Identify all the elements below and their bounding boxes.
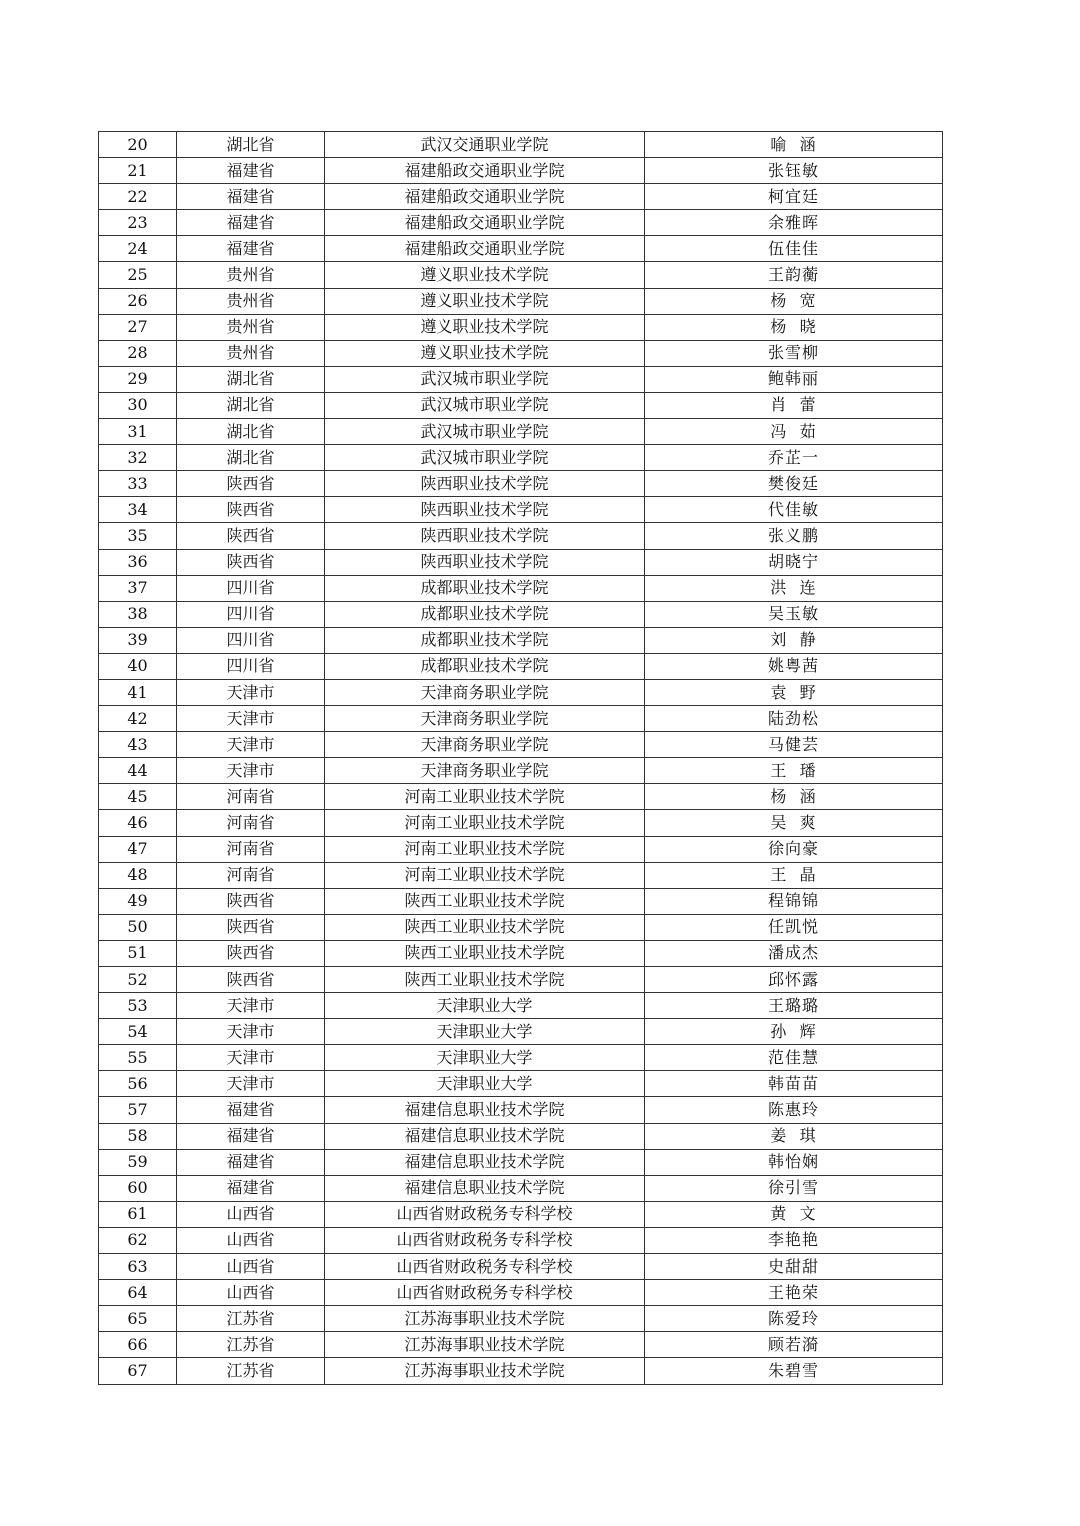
school-cell: 山西省财政税务专科学校 <box>325 1254 645 1280</box>
row-number-cell: 34 <box>99 497 177 523</box>
student-name-cell: 张雪柳 <box>645 340 943 366</box>
table-row <box>99 1201 943 1227</box>
student-name-cell: 胡晓宁 <box>645 549 943 575</box>
table-row <box>99 967 943 993</box>
school-cell: 成都职业技术学院 <box>325 575 645 601</box>
row-number-cell: 57 <box>99 1097 177 1123</box>
student-name-cell: 杨 宽 <box>645 288 943 314</box>
student-name-cell: 余雅晖 <box>645 210 943 236</box>
province-cell: 湖北省 <box>177 392 325 418</box>
student-name-cell: 韩怡娴 <box>645 1149 943 1175</box>
school-cell: 遵义职业技术学院 <box>325 288 645 314</box>
row-number-cell: 52 <box>99 967 177 993</box>
roster-table <box>98 131 943 1385</box>
province-cell: 天津市 <box>177 1045 325 1071</box>
school-cell: 福建信息职业技术学院 <box>325 1175 645 1201</box>
school-cell: 福建船政交通职业学院 <box>325 210 645 236</box>
school-cell: 遵义职业技术学院 <box>325 262 645 288</box>
student-name-cell: 陆劲松 <box>645 706 943 732</box>
row-number-cell: 58 <box>99 1123 177 1149</box>
student-name-cell: 樊俊廷 <box>645 471 943 497</box>
school-cell: 武汉城市职业学院 <box>325 445 645 471</box>
table-row <box>99 627 943 653</box>
row-number-cell: 31 <box>99 419 177 445</box>
province-cell: 四川省 <box>177 627 325 653</box>
table-row <box>99 1045 943 1071</box>
row-number-cell: 29 <box>99 366 177 392</box>
student-name-cell: 马健芸 <box>645 732 943 758</box>
student-name-cell: 吴玉敏 <box>645 601 943 627</box>
table-row <box>99 1097 943 1123</box>
roster-table-body <box>99 132 943 1385</box>
row-number-cell: 50 <box>99 914 177 940</box>
row-number-cell: 33 <box>99 471 177 497</box>
school-cell: 河南工业职业技术学院 <box>325 862 645 888</box>
student-name-cell: 姜 琪 <box>645 1123 943 1149</box>
province-cell: 天津市 <box>177 758 325 784</box>
province-cell: 福建省 <box>177 184 325 210</box>
table-row <box>99 340 943 366</box>
school-cell: 天津商务职业学院 <box>325 679 645 705</box>
table-row <box>99 1254 943 1280</box>
school-cell: 天津职业大学 <box>325 1045 645 1071</box>
province-cell: 湖北省 <box>177 132 325 158</box>
row-number-cell: 27 <box>99 314 177 340</box>
province-cell: 江苏省 <box>177 1332 325 1358</box>
student-name-cell: 代佳敏 <box>645 497 943 523</box>
province-cell: 湖北省 <box>177 366 325 392</box>
student-name-cell: 张钰敏 <box>645 158 943 184</box>
row-number-cell: 28 <box>99 340 177 366</box>
province-cell: 山西省 <box>177 1254 325 1280</box>
school-cell: 陕西工业职业技术学院 <box>325 888 645 914</box>
table-row <box>99 836 943 862</box>
school-cell: 陕西工业职业技术学院 <box>325 967 645 993</box>
row-number-cell: 64 <box>99 1280 177 1306</box>
table-row <box>99 1175 943 1201</box>
school-cell: 天津商务职业学院 <box>325 706 645 732</box>
province-cell: 天津市 <box>177 993 325 1019</box>
student-name-cell: 喻 涵 <box>645 132 943 158</box>
school-cell: 福建信息职业技术学院 <box>325 1123 645 1149</box>
province-cell: 江苏省 <box>177 1306 325 1332</box>
row-number-cell: 60 <box>99 1175 177 1201</box>
row-number-cell: 23 <box>99 210 177 236</box>
row-number-cell: 35 <box>99 523 177 549</box>
table-row <box>99 184 943 210</box>
table-row <box>99 810 943 836</box>
school-cell: 江苏海事职业技术学院 <box>325 1358 645 1384</box>
province-cell: 四川省 <box>177 575 325 601</box>
province-cell: 山西省 <box>177 1201 325 1227</box>
school-cell: 成都职业技术学院 <box>325 601 645 627</box>
row-number-cell: 53 <box>99 993 177 1019</box>
student-name-cell: 柯宜廷 <box>645 184 943 210</box>
row-number-cell: 54 <box>99 1019 177 1045</box>
table-row <box>99 575 943 601</box>
row-number-cell: 20 <box>99 132 177 158</box>
student-name-cell: 王璐璐 <box>645 993 943 1019</box>
row-number-cell: 38 <box>99 601 177 627</box>
row-number-cell: 49 <box>99 888 177 914</box>
province-cell: 湖北省 <box>177 419 325 445</box>
row-number-cell: 30 <box>99 392 177 418</box>
province-cell: 陕西省 <box>177 523 325 549</box>
row-number-cell: 22 <box>99 184 177 210</box>
table-row <box>99 419 943 445</box>
student-name-cell: 肖 蕾 <box>645 392 943 418</box>
table-row <box>99 1306 943 1332</box>
table-row <box>99 132 943 158</box>
school-cell: 福建信息职业技术学院 <box>325 1097 645 1123</box>
row-number-cell: 59 <box>99 1149 177 1175</box>
table-row <box>99 601 943 627</box>
row-number-cell: 56 <box>99 1071 177 1097</box>
table-row <box>99 549 943 575</box>
province-cell: 福建省 <box>177 1149 325 1175</box>
row-number-cell: 55 <box>99 1045 177 1071</box>
province-cell: 天津市 <box>177 679 325 705</box>
province-cell: 河南省 <box>177 784 325 810</box>
school-cell: 武汉交通职业学院 <box>325 132 645 158</box>
school-cell: 天津职业大学 <box>325 1071 645 1097</box>
table-row <box>99 392 943 418</box>
school-cell: 江苏海事职业技术学院 <box>325 1306 645 1332</box>
school-cell: 陕西工业职业技术学院 <box>325 914 645 940</box>
province-cell: 陕西省 <box>177 549 325 575</box>
province-cell: 贵州省 <box>177 262 325 288</box>
school-cell: 成都职业技术学院 <box>325 627 645 653</box>
student-name-cell: 伍佳佳 <box>645 236 943 262</box>
student-name-cell: 杨 涵 <box>645 784 943 810</box>
table-row <box>99 758 943 784</box>
province-cell: 天津市 <box>177 1019 325 1045</box>
row-number-cell: 65 <box>99 1306 177 1332</box>
table-row <box>99 706 943 732</box>
school-cell: 河南工业职业技术学院 <box>325 810 645 836</box>
student-name-cell: 王艳荣 <box>645 1280 943 1306</box>
table-row <box>99 262 943 288</box>
student-name-cell: 邱怀露 <box>645 967 943 993</box>
table-row <box>99 314 943 340</box>
school-cell: 天津商务职业学院 <box>325 732 645 758</box>
row-number-cell: 24 <box>99 236 177 262</box>
student-name-cell: 王 璠 <box>645 758 943 784</box>
table-row <box>99 993 943 1019</box>
table-row <box>99 679 943 705</box>
school-cell: 山西省财政税务专科学校 <box>325 1201 645 1227</box>
school-cell: 河南工业职业技术学院 <box>325 784 645 810</box>
table-row <box>99 158 943 184</box>
province-cell: 陕西省 <box>177 497 325 523</box>
province-cell: 四川省 <box>177 601 325 627</box>
student-name-cell: 范佳慧 <box>645 1045 943 1071</box>
province-cell: 陕西省 <box>177 940 325 966</box>
province-cell: 天津市 <box>177 1071 325 1097</box>
row-number-cell: 46 <box>99 810 177 836</box>
row-number-cell: 36 <box>99 549 177 575</box>
table-row <box>99 862 943 888</box>
school-cell: 遵义职业技术学院 <box>325 340 645 366</box>
school-cell: 陕西工业职业技术学院 <box>325 940 645 966</box>
row-number-cell: 66 <box>99 1332 177 1358</box>
school-cell: 江苏海事职业技术学院 <box>325 1332 645 1358</box>
table-row <box>99 653 943 679</box>
table-row <box>99 523 943 549</box>
student-name-cell: 袁 野 <box>645 679 943 705</box>
school-cell: 陕西职业技术学院 <box>325 497 645 523</box>
row-number-cell: 26 <box>99 288 177 314</box>
table-row <box>99 1332 943 1358</box>
table-row <box>99 784 943 810</box>
row-number-cell: 63 <box>99 1254 177 1280</box>
province-cell: 山西省 <box>177 1280 325 1306</box>
table-row <box>99 888 943 914</box>
table-row <box>99 732 943 758</box>
table-row <box>99 1071 943 1097</box>
province-cell: 天津市 <box>177 732 325 758</box>
table-row <box>99 1280 943 1306</box>
student-name-cell: 李艳艳 <box>645 1227 943 1253</box>
school-cell: 山西省财政税务专科学校 <box>325 1280 645 1306</box>
province-cell: 福建省 <box>177 158 325 184</box>
table-row <box>99 497 943 523</box>
student-name-cell: 朱碧雪 <box>645 1358 943 1384</box>
school-cell: 福建信息职业技术学院 <box>325 1149 645 1175</box>
student-name-cell: 韩苗苗 <box>645 1071 943 1097</box>
student-name-cell: 徐向豪 <box>645 836 943 862</box>
row-number-cell: 45 <box>99 784 177 810</box>
province-cell: 福建省 <box>177 1123 325 1149</box>
student-name-cell: 程锦锦 <box>645 888 943 914</box>
province-cell: 贵州省 <box>177 340 325 366</box>
school-cell: 天津商务职业学院 <box>325 758 645 784</box>
province-cell: 湖北省 <box>177 445 325 471</box>
school-cell: 武汉城市职业学院 <box>325 419 645 445</box>
table-row <box>99 288 943 314</box>
province-cell: 陕西省 <box>177 914 325 940</box>
school-cell: 陕西职业技术学院 <box>325 523 645 549</box>
table-row <box>99 1019 943 1045</box>
student-name-cell: 孙 辉 <box>645 1019 943 1045</box>
row-number-cell: 21 <box>99 158 177 184</box>
table-row <box>99 1227 943 1253</box>
school-cell: 天津职业大学 <box>325 1019 645 1045</box>
student-name-cell: 刘 静 <box>645 627 943 653</box>
school-cell: 遵义职业技术学院 <box>325 314 645 340</box>
student-name-cell: 史甜甜 <box>645 1254 943 1280</box>
row-number-cell: 48 <box>99 862 177 888</box>
school-cell: 河南工业职业技术学院 <box>325 836 645 862</box>
student-name-cell: 王 晶 <box>645 862 943 888</box>
table-row <box>99 366 943 392</box>
table-row <box>99 445 943 471</box>
province-cell: 天津市 <box>177 706 325 732</box>
row-number-cell: 61 <box>99 1201 177 1227</box>
province-cell: 贵州省 <box>177 314 325 340</box>
province-cell: 福建省 <box>177 210 325 236</box>
row-number-cell: 39 <box>99 627 177 653</box>
table-row <box>99 940 943 966</box>
school-cell: 陕西职业技术学院 <box>325 549 645 575</box>
province-cell: 贵州省 <box>177 288 325 314</box>
row-number-cell: 42 <box>99 706 177 732</box>
student-name-cell: 吴 爽 <box>645 810 943 836</box>
student-name-cell: 张义鹏 <box>645 523 943 549</box>
table-row <box>99 914 943 940</box>
school-cell: 成都职业技术学院 <box>325 653 645 679</box>
row-number-cell: 37 <box>99 575 177 601</box>
school-cell: 山西省财政税务专科学校 <box>325 1227 645 1253</box>
student-name-cell: 乔芷一 <box>645 445 943 471</box>
row-number-cell: 44 <box>99 758 177 784</box>
student-name-cell: 姚粤茜 <box>645 653 943 679</box>
province-cell: 四川省 <box>177 653 325 679</box>
row-number-cell: 62 <box>99 1227 177 1253</box>
province-cell: 陕西省 <box>177 471 325 497</box>
row-number-cell: 43 <box>99 732 177 758</box>
row-number-cell: 47 <box>99 836 177 862</box>
row-number-cell: 40 <box>99 653 177 679</box>
province-cell: 河南省 <box>177 862 325 888</box>
province-cell: 陕西省 <box>177 888 325 914</box>
school-cell: 福建船政交通职业学院 <box>325 158 645 184</box>
province-cell: 福建省 <box>177 236 325 262</box>
student-name-cell: 徐引雪 <box>645 1175 943 1201</box>
school-cell: 武汉城市职业学院 <box>325 366 645 392</box>
row-number-cell: 51 <box>99 940 177 966</box>
student-name-cell: 冯 茹 <box>645 419 943 445</box>
school-cell: 天津职业大学 <box>325 993 645 1019</box>
table-row <box>99 210 943 236</box>
student-name-cell: 任凯悦 <box>645 914 943 940</box>
student-name-cell: 顾若漪 <box>645 1332 943 1358</box>
table-row <box>99 236 943 262</box>
table-row <box>99 471 943 497</box>
student-name-cell: 陈惠玲 <box>645 1097 943 1123</box>
table-row <box>99 1358 943 1384</box>
table-row <box>99 1123 943 1149</box>
student-name-cell: 黄 文 <box>645 1201 943 1227</box>
row-number-cell: 32 <box>99 445 177 471</box>
province-cell: 江苏省 <box>177 1358 325 1384</box>
province-cell: 陕西省 <box>177 967 325 993</box>
province-cell: 福建省 <box>177 1175 325 1201</box>
student-name-cell: 陈爱玲 <box>645 1306 943 1332</box>
table-row <box>99 1149 943 1175</box>
school-cell: 福建船政交通职业学院 <box>325 236 645 262</box>
student-name-cell: 杨 晓 <box>645 314 943 340</box>
province-cell: 河南省 <box>177 836 325 862</box>
student-name-cell: 洪 连 <box>645 575 943 601</box>
row-number-cell: 41 <box>99 679 177 705</box>
school-cell: 陕西职业技术学院 <box>325 471 645 497</box>
province-cell: 河南省 <box>177 810 325 836</box>
row-number-cell: 67 <box>99 1358 177 1384</box>
student-name-cell: 鲍韩丽 <box>645 366 943 392</box>
student-name-cell: 王韵蘅 <box>645 262 943 288</box>
student-name-cell: 潘成杰 <box>645 940 943 966</box>
school-cell: 武汉城市职业学院 <box>325 392 645 418</box>
province-cell: 福建省 <box>177 1097 325 1123</box>
school-cell: 福建船政交通职业学院 <box>325 184 645 210</box>
province-cell: 山西省 <box>177 1227 325 1253</box>
row-number-cell: 25 <box>99 262 177 288</box>
